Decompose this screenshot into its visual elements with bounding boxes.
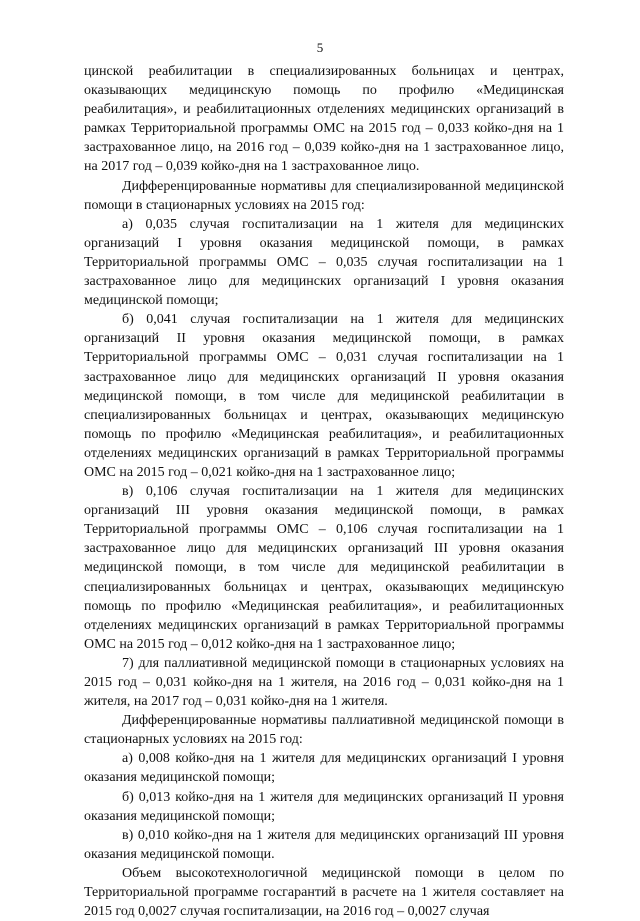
paragraph-level-1: а) 0,035 случая госпитализации на 1 жителя для медицинских организаций I уровня оказания медицинской помощи, в рамках Территориальной программы ОМС – 0,035 случая госпитализации на 1 застрахованное лицо для медицинских организаций I уровня оказания медицинской помощи; xyxy=(84,216,564,309)
page-number: 5 xyxy=(316,40,324,55)
paragraph-palliative-level-3: в) 0,010 койко-дня на 1 жителя для медицинских организаций III уровня оказания медицинской помощи. xyxy=(84,827,564,862)
paragraph-palliative-level-1: а) 0,008 койко-дня на 1 жителя для медицинских организаций I уровня оказания медицинской помощи; xyxy=(84,751,564,786)
paragraph-specialized-care-intro: Дифференцированные нормативы для специализированной медицинской помощи в стационарных условиях на 2015 год: xyxy=(84,178,564,213)
paragraph-palliative-care: 7) для паллиативной медицинской помощи в стационарных условиях на 2015 год – 0,031 койко-дня на 1 жителя, на 2016 год – 0,031 койко-дня на 1 жителя, на 2017 год – 0,031 койко-дня на 1 жителя. xyxy=(84,655,564,710)
paragraph-level-3: в) 0,106 случая госпитализации на 1 жителя для медицинских организаций III уровня оказания медицинской помощи, в рамках Территориальной программы ОМС – 0,106 случая госпитализации на 1 застрахованное лицо для медицинских организаций III уровня оказания медицинской помощи, в том числе для медицинской реабилитации в специализированных больницах и центрах, оказывающих медицинскую помощь по профилю «Медицинская реабилитация», и реабилитационных отделениях медицинских организаций в рамках Территориальной программы ОМС на 2015 год – 0,012 койко-дня на 1 застрахованное лицо; xyxy=(84,484,564,652)
paragraph-level-2: б) 0,041 случая госпитализации на 1 жителя для медицинских организаций II уровня оказания медицинской помощи, в рамках Территориальной программы ОМС – 0,031 случая госпитализации на 1 застрахованное лицо для медицинских организаций II уровня оказания медицинской помощи, в том числе для медицинской реабилитации в специализированных больницах и центрах, оказывающих медицинскую помощь по профилю «Медицинская реабилитация», и реабилитационных отделениях медицинских организаций в рамках Территориальной программы ОМС на 2015 год – 0,021 койко-дня на 1 застрахованное лицо; xyxy=(84,312,564,480)
paragraph-palliative-intro: Дифференцированные нормативы паллиативной медицинской помощи в стационарных условиях на 2015 год: xyxy=(84,713,564,748)
paragraph-continuation: цинской реабилитации в специализированных больницах и центрах, оказывающих медицинскую помощь по профилю «Медицинская реабилитация», и реабилитационных отделениях медицинских организаций в рамках Территориальной программы ОМС на 2015 год – 0,033 койко-дня на 1 застрахованное лицо, на 2016 год – 0,039 койко-дня на 1 застрахованное лицо, на 2017 год – 0,039 койко-дня на 1 застрахованное лицо. xyxy=(84,64,564,175)
document-body xyxy=(84,62,564,921)
paragraph-high-tech-care: Объем высокотехнологичной медицинской помощи в целом по Территориальной программе госгарантий в расчете на 1 жителя составляет на 2015 год 0,0027 случая госпитализации, на 2016 год – 0,0027 случая xyxy=(84,865,564,920)
paragraph-palliative-level-2: б) 0,013 койко-дня на 1 жителя для медицинских организаций II уровня оказания медицинской помощи; xyxy=(84,789,564,824)
